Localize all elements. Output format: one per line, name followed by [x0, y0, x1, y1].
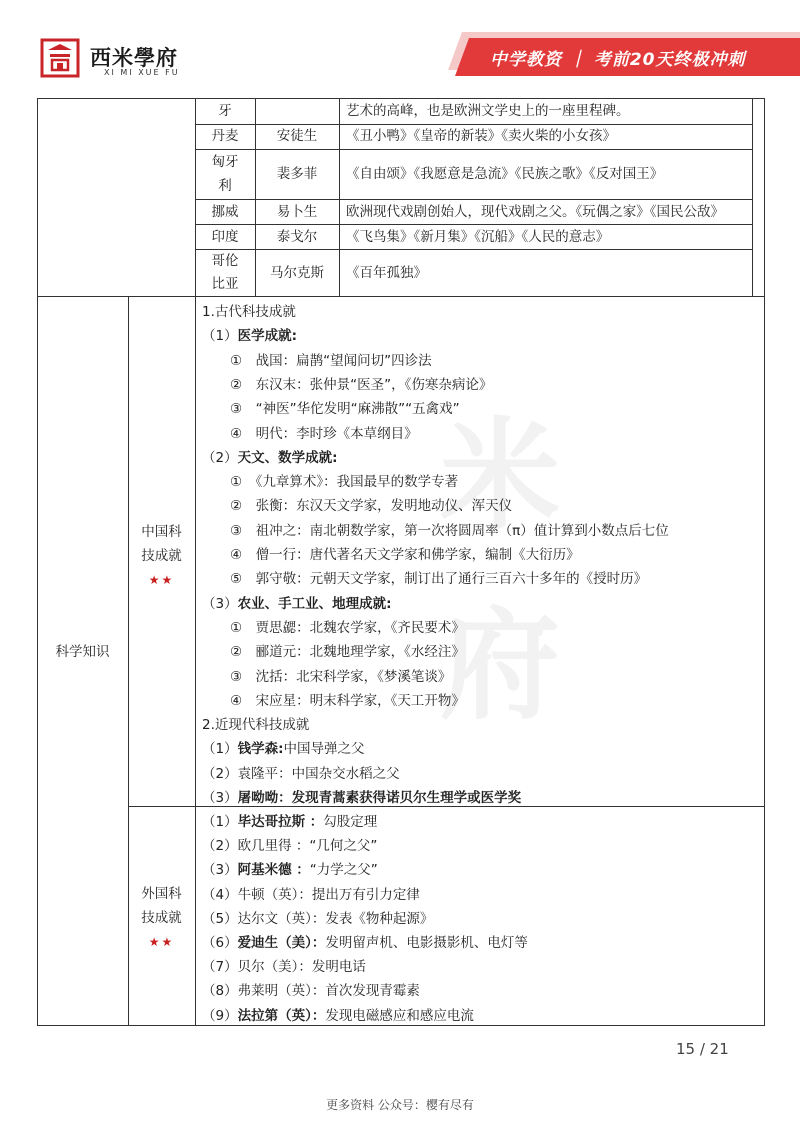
foreign-label: 外国科: [141, 886, 182, 902]
line-bold: 法拉第（英）：: [237, 1007, 326, 1024]
achievement-line: [230, 665, 451, 685]
line-prefix: （8）: [202, 983, 238, 1000]
achievement-line: [202, 858, 378, 878]
footer-note: 更多资料 公众号：樱有尽有: [326, 1098, 474, 1112]
brand-subtitle: XI MI XUE FU: [104, 68, 180, 77]
line-rest: 达尔文（英）：发表《物种起源》: [237, 910, 434, 927]
line-prefix: （2）: [202, 838, 238, 855]
lit-country: 丹麦: [211, 128, 239, 144]
lit-country: 利: [218, 178, 232, 194]
achievement-line: [202, 834, 377, 854]
line-text: ① 《九章算术》：我国最早的数学专著: [230, 474, 459, 491]
watermark-char: 府: [440, 595, 560, 736]
line-text: ③ 祖冲之：南北朝数学家，第一次将圆周率（π）值计算到小数点后七位: [230, 522, 669, 539]
achievement-line: [202, 979, 420, 999]
line-rest: 袁隆平：中国杂交水稻之父: [237, 765, 400, 782]
achievement-line: [202, 762, 400, 782]
line-prefix: （3）: [202, 862, 238, 879]
line-rest: 欧几里得 ：“几何之父”: [237, 838, 378, 855]
line-rest: 弗莱明（英）：首次发现青霉素: [237, 983, 420, 1000]
banner-title: 中学教资 ｜ 考前20天终极冲刺: [490, 50, 746, 70]
achievement-line: [202, 931, 528, 951]
star-rating: ★★: [148, 573, 175, 587]
lit-author: 裴多菲: [276, 166, 318, 182]
achievement-line: [230, 373, 492, 393]
line-prefix: （5）: [202, 910, 238, 927]
line-prefix: （6）: [202, 935, 238, 951]
line-rest: “力学之父”: [309, 862, 378, 879]
lit-country: 牙: [218, 103, 232, 119]
line-bold: 农业、手工业、地理成就:: [237, 595, 392, 612]
line-text: （2）: [202, 449, 238, 466]
page-header: [0, 0, 800, 92]
lit-works: 欧洲现代戏剧创始人，现代戏剧之父。《玩偶之家》《国民公敌》: [346, 204, 724, 220]
lit-works: 《自由颂》《我愿意是急流》《民族之歌》《反对国王》: [346, 166, 664, 182]
line-text: 2.近现代科技成就: [202, 717, 310, 734]
achievement-line: [230, 616, 465, 636]
line-bold: 爱迪生（美）：: [237, 935, 326, 951]
line-prefix: （4）: [202, 886, 238, 903]
lit-works: 艺术的高峰，也是欧洲文学史上的一座里程碑。: [346, 103, 630, 119]
line-text: ④ 僧一行：唐代著名天文学家和佛学家，编制《大衍历》: [230, 547, 580, 563]
lit-author: 安徒生: [276, 128, 318, 144]
achievement-line: [202, 300, 296, 320]
brand-name: 西米學府: [90, 45, 178, 70]
achievement-line: [202, 324, 297, 344]
line-text: ① 战国：扁鹊“望闻问切”四诊法: [230, 352, 432, 369]
lit-country: 挪威: [211, 204, 239, 220]
line-text: （3）: [202, 790, 238, 806]
lit-author: 泰戈尔: [276, 229, 318, 245]
line-prefix: （1）: [202, 814, 238, 830]
line-rest: 发明留声机、电影摄影机、电灯等: [325, 935, 528, 951]
achievement-line: [230, 494, 512, 514]
achievement-line: [202, 907, 433, 927]
row-divider: [195, 249, 753, 250]
achievement-line: [202, 446, 338, 466]
lit-country: 比亚: [211, 276, 239, 292]
col-divider: [339, 98, 340, 296]
line-bold: 屠呦呦：发现青蒿素获得诺贝尔生理学或医学奖: [237, 790, 522, 806]
foreign-label: 技成就: [141, 910, 182, 926]
line-text: （3）: [202, 595, 238, 612]
line-text: （1）: [202, 741, 238, 758]
line-bold: 钱学森:: [237, 741, 284, 758]
line-rest: 中国导弹之父: [283, 741, 365, 758]
line-text: 1.古代科技成就: [202, 304, 296, 320]
line-text: ⑤ 郭守敬：元朝天文学家，制订出了通行三百六十多年的《授时历》: [230, 571, 648, 588]
achievement-line: [230, 519, 669, 539]
row-divider: [37, 296, 765, 297]
lit-country: 哥伦: [211, 253, 239, 269]
line-text: ② 张衡：东汉天文学家，发明地动仪、浑天仪: [230, 498, 513, 515]
achievement-line: [202, 592, 392, 612]
achievement-line: [230, 422, 418, 442]
line-bold: 阿基米德 ：: [237, 862, 310, 879]
achievement-line: [230, 640, 465, 660]
lit-author: 马尔克斯: [270, 265, 324, 281]
lit-works: 《百年孤独》: [346, 265, 427, 281]
row-divider: [195, 149, 753, 150]
achievement-line: [202, 786, 521, 806]
achievement-line: [202, 810, 377, 830]
achievement-line: [230, 349, 432, 369]
lit-works: 《丑小鸭》《皇帝的新装》《卖火柴的小女孩》: [346, 128, 616, 144]
achievement-line: [230, 543, 580, 563]
line-bold: 天文、数学成就:: [237, 449, 338, 466]
line-text: ③ “神医”华佗发明“麻沸散”“五禽戏”: [230, 401, 460, 418]
col-divider: [752, 98, 753, 296]
brand-logo-icon: [40, 38, 80, 78]
china-label: 技成就: [141, 548, 182, 564]
china-label: 中国科: [141, 524, 182, 540]
lit-author: 易卜生: [276, 204, 318, 220]
line-rest: 贝尔（美）：发明电话: [237, 959, 366, 976]
watermark-char: 米: [440, 405, 560, 546]
line-bold: 毕达哥拉斯 ：: [237, 814, 324, 830]
achievement-line: [202, 883, 420, 903]
line-rest: 勾股定理: [323, 814, 378, 830]
line-prefix: （7）: [202, 959, 238, 976]
row-divider: [128, 806, 765, 807]
page-number: 15 / 21: [676, 1040, 729, 1058]
achievement-line: [230, 689, 465, 709]
line-rest: 发现电磁感应和感应电流: [325, 1007, 474, 1024]
line-text: （2）: [202, 765, 238, 782]
line-text: （1）: [202, 328, 238, 345]
line-text: ① 贾思勰：北魏农学家，《齐民要术》: [230, 619, 465, 636]
achievement-line: [230, 567, 647, 587]
line-rest: 牛顿（英）：提出万有引力定律: [237, 886, 420, 903]
achievement-line: [202, 713, 309, 733]
line-text: ② 郦道元：北魏地理学家，《水经注》: [230, 644, 465, 661]
lit-works: 《飞鸟集》《新月集》《沉船》《人民的意志》: [346, 229, 610, 245]
line-prefix: （9）: [202, 1007, 238, 1024]
line-text: ④ 明代：李时珍《本草纲目》: [230, 425, 418, 442]
line-text: ③ 沈括：北宋科学家，《梦溪笔谈》: [230, 668, 452, 685]
category-label: 科学知识: [55, 644, 110, 660]
achievement-line: [202, 737, 365, 757]
achievement-line: [202, 1004, 474, 1024]
lit-country: 匈牙: [211, 154, 239, 170]
line-bold: 医学成就:: [237, 328, 297, 345]
achievement-line: [230, 470, 458, 490]
star-rating: ★★: [148, 935, 175, 949]
achievement-line: [230, 397, 460, 417]
achievement-line: [202, 955, 366, 975]
line-text: ② 东汉末：张仲景“医圣”，《伤寒杂病论》: [230, 376, 493, 393]
line-text: ④ 宋应星：明末科学家，《天工开物》: [230, 692, 465, 709]
lit-country: 印度: [211, 229, 239, 245]
